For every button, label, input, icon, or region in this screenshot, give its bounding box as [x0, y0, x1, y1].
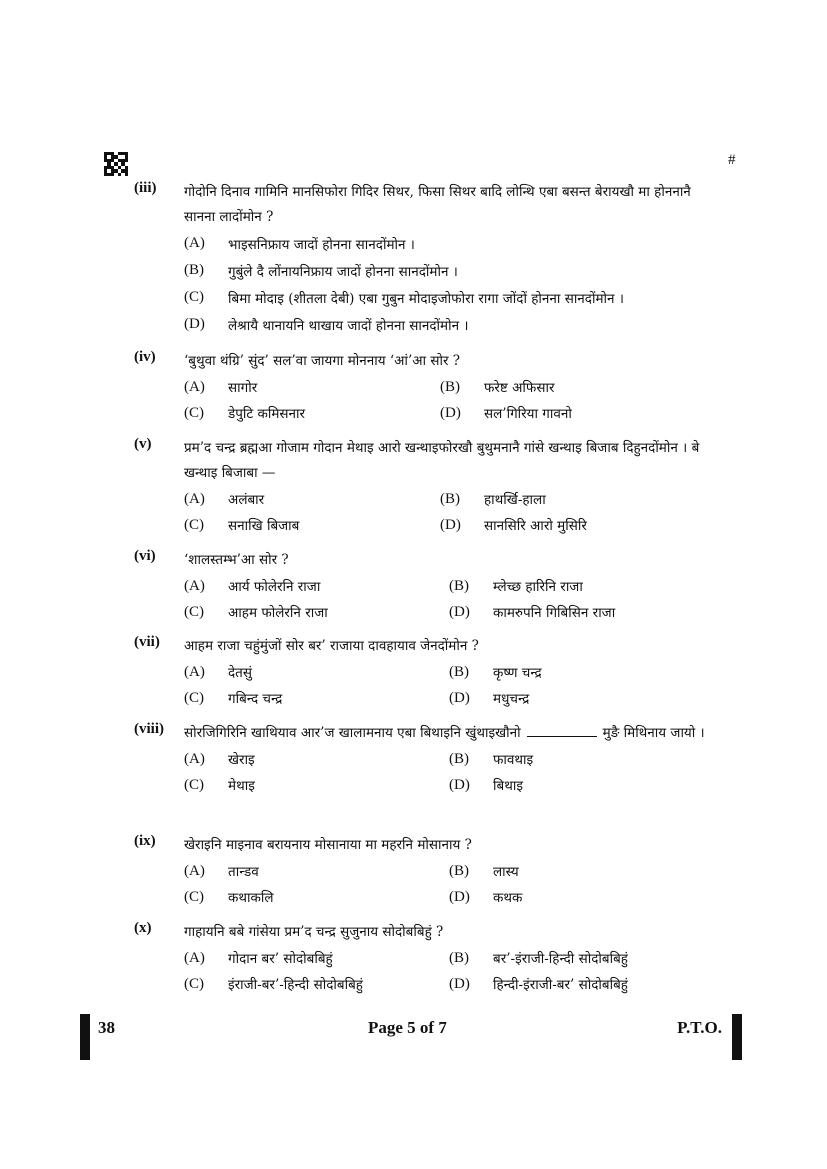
option-label: (C) [184, 404, 204, 421]
option-d [440, 400, 714, 426]
question-vi [134, 548, 714, 625]
option-label: (B) [449, 949, 469, 966]
option-text: देतसुं [228, 665, 252, 681]
option-text: बिथाइ [493, 778, 523, 794]
option-text: बिमा मोदाइ (शीतला देबी) एबा गुबुन मोदाइजोफोरा रागा जोंदों होनना सानदोंमोन । [228, 290, 624, 307]
option-a [184, 858, 449, 884]
option-text: हाथर्खि-हाला [484, 492, 546, 508]
option-c [184, 512, 440, 538]
option-d [449, 772, 714, 798]
fill-in-blank [527, 722, 597, 737]
option-text: खेराइ [228, 752, 255, 768]
option-text: कृष्ण चन्द्र [493, 665, 542, 681]
option-label: (D) [449, 603, 470, 620]
question-text: गोदोनि दिनाव गामिनि मानसिफोरा गिदिर सिथर, फिसा सिथर बादि लोन्थि एबा बसन्त बेरायखौ मा होननानै सानना लादोंमोन ? [184, 184, 691, 225]
options-grid [184, 486, 714, 538]
option-label: (C) [184, 603, 204, 620]
option-d [449, 599, 714, 625]
option-text: फावथाइ [493, 752, 534, 768]
option-text: कथक [493, 890, 523, 906]
option-a [184, 374, 440, 400]
question-text: खेराइनि माइनाव बरायनाय मोसानाया मा महरनि मोसानाय ? [184, 837, 472, 853]
question-text: ‘शालस्तम्भ’आ सोर ? [184, 552, 289, 568]
page-footer [80, 1014, 742, 1060]
option-label: (C) [184, 776, 204, 793]
option-label: (C) [184, 689, 204, 706]
option-label: (D) [440, 516, 461, 533]
option-d [440, 512, 714, 538]
option-c [184, 284, 714, 311]
options-list [184, 230, 714, 338]
option-b [449, 573, 714, 599]
option-label: (B) [449, 750, 469, 767]
option-label: (C) [184, 975, 204, 992]
options-grid [184, 945, 714, 997]
options-grid [184, 374, 714, 426]
option-c [184, 685, 449, 711]
option-b [440, 486, 714, 512]
option-b [449, 858, 714, 884]
option-label: (C) [184, 516, 204, 533]
option-a [184, 573, 449, 599]
options-grid [184, 573, 714, 625]
option-text: सानसिरि आरो मुसिरि [484, 518, 587, 534]
question-iii [134, 180, 714, 338]
option-text: हिन्दी-इंराजी-बर’ सोदोबबिहुं [493, 977, 628, 993]
option-label: (D) [440, 404, 461, 421]
option-text: मेथाइ [228, 778, 255, 794]
question-ix [134, 833, 714, 910]
option-label: (B) [449, 862, 469, 879]
option-text: म्लेच्छ हारिनि राजा [493, 579, 583, 595]
option-label: (B) [449, 577, 469, 594]
option-label: (B) [440, 490, 460, 507]
option-label: (A) [184, 577, 205, 594]
option-label: (D) [449, 776, 470, 793]
option-label: (C) [184, 888, 204, 905]
option-text: इंराजी-बर’-हिन्दी सोदोबबिहुं [228, 977, 363, 993]
option-label: (A) [184, 490, 205, 507]
option-text: तान्डव [228, 864, 259, 880]
option-a [184, 945, 449, 971]
option-label: (D) [449, 689, 470, 706]
option-b [449, 945, 714, 971]
option-text: लेश्रायै थानायनि थाखाय जादों होनना सानदोंमोन । [228, 317, 469, 334]
question-number: (x) [134, 920, 152, 936]
option-b [184, 257, 714, 284]
option-label: (B) [440, 378, 460, 395]
question-number: (iii) [134, 180, 157, 196]
question-number: (vi) [134, 548, 156, 564]
option-c [184, 400, 440, 426]
option-text: बर’-इंराजी-हिन्दी सोदोबबिहुं [493, 951, 628, 967]
question-iv [134, 349, 714, 426]
question-text-before: सोरजिगिरिनि खाथियाव आर’ज खालामनाय एबा बिथाइनि खुंथाइखौनो [184, 725, 521, 741]
question-vii [134, 634, 714, 711]
option-text: फरेष्ट अफिसार [484, 380, 555, 396]
option-a [184, 230, 714, 257]
page-number: Page 5 of 7 [368, 1018, 447, 1037]
option-d [449, 685, 714, 711]
question-v [134, 436, 714, 538]
option-b [440, 374, 714, 400]
option-text: आर्य फोलेरनि राजा [228, 579, 321, 595]
options-grid [184, 858, 714, 910]
question-text: प्रम’द चन्द्र ब्रह्मआ गोजाम गोदान मेथाइ आरो खन्थाइफोरखौ बुथुमनानै गांसे खन्थाइ बिजाब दिहुनदोंमोन । बे खन्थाइ बिजाबा — [184, 440, 700, 481]
option-label: (D) [184, 316, 205, 332]
option-text: कथाकलि [228, 890, 274, 906]
option-label: (A) [184, 750, 205, 767]
option-text: गबिन्द चन्द्र [228, 691, 283, 707]
option-c [184, 884, 449, 910]
option-text: गोदान बर’ सोदोबबिहुं [228, 951, 333, 967]
option-label: (C) [184, 289, 204, 305]
question-number: (v) [134, 436, 152, 452]
option-text: सल’गिरिया गावनो [484, 406, 572, 422]
option-label: (A) [184, 862, 205, 879]
footer-bar-right [732, 1014, 742, 1060]
question-number: (iv) [134, 349, 156, 365]
option-b [449, 659, 714, 685]
option-a [184, 659, 449, 685]
option-text: लास्य [493, 864, 519, 880]
option-b [449, 746, 714, 772]
option-text: गुबुंले दै लोंनायनिफ्राय जादों होनना सानदोंमोन । [228, 263, 458, 280]
question-text: गाहायनि बबे गांसेया प्रम’द चन्द्र सुजुनाय सोदोबबिहुं ? [184, 924, 444, 940]
option-label: (A) [184, 663, 205, 680]
options-grid [184, 746, 714, 798]
question-text [184, 721, 714, 746]
option-d [449, 971, 714, 997]
option-text: आहम फोलेरनि राजा [228, 605, 328, 621]
question-text: आहम राजा चहुंमुंजों सोर बर’ राजाया दावहायाव जेनदोंमोन ? [184, 638, 479, 654]
option-label: (B) [449, 663, 469, 680]
option-text: डेपुटि कमिसनार [228, 406, 306, 422]
footer-bar-left [80, 1014, 90, 1060]
footer-code: 38 [98, 1018, 115, 1037]
option-c [184, 599, 449, 625]
option-a [184, 746, 449, 772]
option-text: कामरुपनि गिबिसिन राजा [493, 605, 616, 621]
question-text-after: मुङै मिथिनाय जायो । [602, 725, 705, 741]
option-text: मधुचन्द्र [493, 691, 530, 707]
option-d [184, 311, 714, 338]
option-c [184, 772, 449, 798]
options-grid [184, 659, 714, 711]
question-number: (viii) [134, 721, 164, 737]
option-label: (A) [184, 378, 205, 395]
option-label: (D) [449, 888, 470, 905]
option-label: (D) [449, 975, 470, 992]
question-text: ‘बुथुवा थंग्रि’ सुंद’ सल’वा जायगा मोननाय ‘आं’आ सोर ? [184, 353, 461, 369]
header-hash: # [728, 152, 736, 168]
pto-label: P.T.O. [677, 1018, 722, 1037]
option-a [184, 486, 440, 512]
option-text: सागोर [228, 380, 258, 396]
option-label: (A) [184, 949, 205, 966]
qr-code [104, 152, 128, 176]
question-number: (vii) [134, 634, 160, 650]
option-label: (A) [184, 235, 205, 251]
question-number: (ix) [134, 833, 156, 849]
option-label: (B) [184, 262, 204, 278]
question-viii [134, 721, 714, 798]
option-text: सनाखि बिजाब [228, 518, 300, 534]
option-d [449, 884, 714, 910]
option-text: भाइसनिफ्राय जादों होनना सानदोंमोन । [228, 236, 415, 253]
option-c [184, 971, 449, 997]
option-text: अलंबार [228, 492, 265, 508]
question-x [134, 920, 714, 997]
